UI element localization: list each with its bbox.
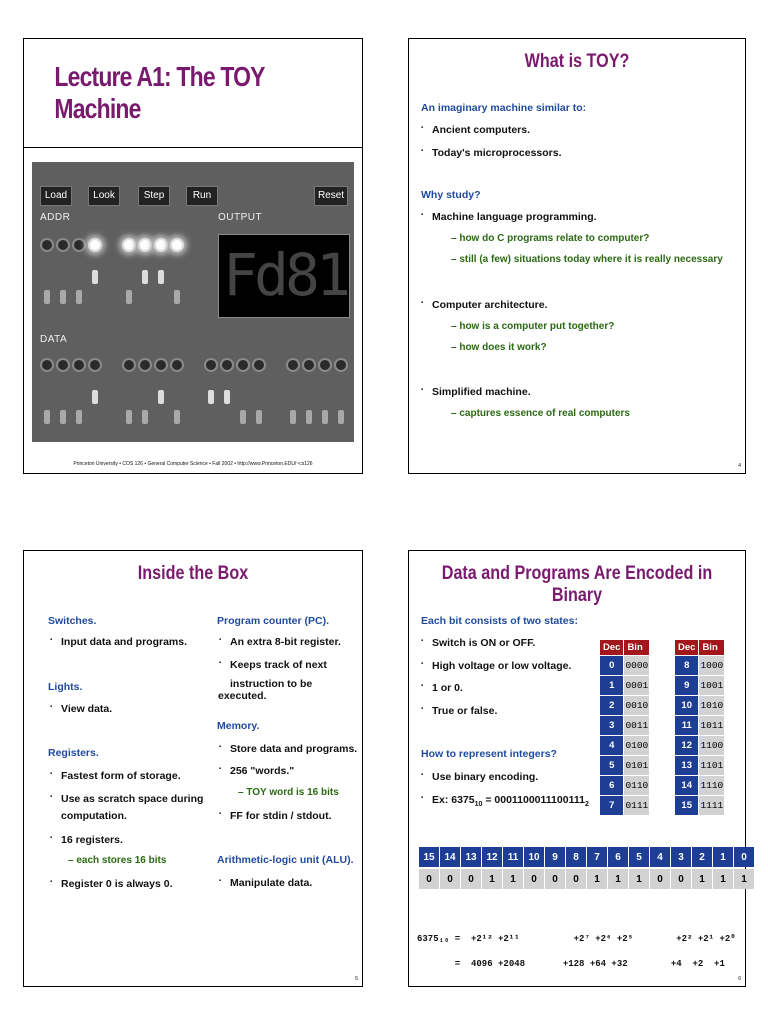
sub-bullet: – how does it work?: [451, 342, 547, 353]
bin-cell: 1110: [699, 776, 725, 796]
dec-cell: 11: [675, 716, 699, 736]
example-binary: = 0001100011100111: [482, 794, 585, 806]
bullet: ▪ 256 "words.": [230, 765, 294, 777]
bit-value-cell: 1: [629, 869, 650, 889]
data-switch[interactable]: [126, 410, 132, 424]
dec-cell: 0: [600, 656, 624, 676]
slide-4: [408, 550, 746, 987]
bullet: ▪ Today's microprocessors.: [432, 147, 562, 159]
data-switch[interactable]: [158, 390, 164, 404]
section-heading: Program counter (PC).: [217, 615, 330, 627]
dec-cell: 1: [600, 676, 624, 696]
bin-cell: 1101: [699, 756, 725, 776]
table-row: [600, 716, 650, 736]
data-led: [236, 358, 250, 372]
data-switch[interactable]: [224, 390, 230, 404]
section-heading: An imaginary machine similar to:: [421, 102, 587, 114]
data-switch[interactable]: [142, 410, 148, 424]
addr-switch[interactable]: [76, 290, 82, 304]
bullet: ▪ Use binary encoding.: [432, 771, 538, 783]
divider: [24, 147, 362, 148]
bullet: ▪ 1 or 0.: [432, 682, 463, 694]
step-button[interactable]: Step: [138, 186, 170, 206]
section-heading: Lights.: [48, 681, 83, 693]
table-header: Bin: [624, 640, 650, 656]
table-row: [675, 656, 725, 676]
bit-value-cell: 0: [461, 869, 482, 889]
data-led: [40, 358, 54, 372]
bullet: ▪ An extra 8-bit register.: [230, 636, 341, 648]
bullet: ▪ Register 0 is always 0.: [61, 878, 172, 890]
table-row: [675, 776, 725, 796]
bin-cell: 1100: [699, 736, 725, 756]
section-heading: Registers.: [48, 747, 99, 759]
example-base: 2: [584, 801, 589, 809]
bin-cell: 1000: [699, 656, 725, 676]
bit-position-cell: 4: [650, 847, 671, 867]
sub-bullet: – how do C programs relate to computer?: [451, 233, 650, 244]
bin-cell: 0011: [624, 716, 650, 736]
bin-cell: 1010: [699, 696, 725, 716]
section-heading: Arithmetic-logic unit (ALU).: [217, 854, 354, 866]
table-row: [675, 756, 725, 776]
bin-cell: 0000: [624, 656, 650, 676]
output-display: [218, 234, 350, 318]
addr-switch[interactable]: [60, 290, 66, 304]
bit-value-cell: 1: [692, 869, 713, 889]
output-digit: d: [254, 241, 289, 309]
sub-bullet: – each stores 16 bits: [68, 855, 167, 866]
table-row: [675, 716, 725, 736]
bit-value-cell: 1: [482, 869, 503, 889]
bit-value-cell: 1: [713, 869, 734, 889]
dec-cell: 15: [675, 796, 699, 816]
bullet: ▪ Manipulate data.: [230, 877, 312, 889]
bullet: ▪ Use as scratch space during: [61, 793, 203, 805]
data-switch[interactable]: [338, 410, 344, 424]
bit-position-cell: 7: [587, 847, 608, 867]
table-row: [600, 776, 650, 796]
slide-1-title: Lecture A1: The TOY Machine: [54, 61, 265, 124]
bullet: ▪ View data.: [61, 703, 112, 715]
bin-cell: 0110: [624, 776, 650, 796]
bit-position-cell: 5: [629, 847, 650, 867]
bit-position-cell: 8: [566, 847, 587, 867]
table-header: Bin: [699, 640, 725, 656]
bullet: ▪ Keeps track of next: [230, 659, 327, 671]
bin-cell: 0100: [624, 736, 650, 756]
toy-front-panel: [32, 162, 354, 442]
table-row: [600, 756, 650, 776]
bullet: ▪ Fastest form of storage.: [61, 770, 181, 782]
addr-led: [40, 238, 54, 252]
dec-cell: 6: [600, 776, 624, 796]
table-row: [600, 796, 650, 816]
example-bullet: [432, 794, 589, 808]
bit-value-cell: 1: [503, 869, 524, 889]
table-row: [600, 696, 650, 716]
section-heading: Why study?: [421, 189, 481, 201]
output-digit: 1: [316, 241, 351, 309]
bullet: ▪ True or false.: [432, 705, 497, 717]
bit-value-cell: 0: [566, 869, 587, 889]
bullet: ▪ Switch is ON or OFF.: [432, 637, 535, 649]
slide-2-title: What is TOY?: [524, 51, 630, 72]
run-button[interactable]: Run: [186, 186, 218, 206]
bin-cell: 0101: [624, 756, 650, 776]
dec-cell: 8: [675, 656, 699, 676]
output-label: OUTPUT: [218, 212, 263, 223]
table-row: [675, 676, 725, 696]
data-switch[interactable]: [240, 410, 246, 424]
section-heading: Memory.: [217, 720, 260, 732]
bit-position-cell: 10: [524, 847, 545, 867]
equation-line: 6375₁₀ = +2¹² +2¹¹ +2⁷ +2⁶ +2⁵ +2² +2¹ +2⁰: [417, 934, 736, 944]
bit-value-cell: 0: [440, 869, 461, 889]
table-header: Dec: [675, 640, 699, 656]
bit-position-cell: 1: [713, 847, 734, 867]
bullet-continuation: [61, 810, 139, 822]
slide-3-title: Inside the Box: [137, 563, 249, 584]
data-led: [252, 358, 266, 372]
bit-value-cell: 1: [608, 869, 629, 889]
slide-2: [408, 38, 746, 474]
data-led: [220, 358, 234, 372]
bullet: ▪ Machine language programming.: [432, 211, 597, 223]
load-button[interactable]: Load: [40, 186, 72, 206]
bit-value-cell: 0: [419, 869, 440, 889]
data-led: [334, 358, 348, 372]
bit-value-cell: 0: [671, 869, 692, 889]
page-number: 5: [355, 976, 358, 982]
data-led: [154, 358, 168, 372]
data-led: [56, 358, 70, 372]
addr-led: [154, 238, 168, 252]
data-switch[interactable]: [322, 410, 328, 424]
addr-led: [122, 238, 136, 252]
dec-cell: 2: [600, 696, 624, 716]
sub-bullet: – TOY word is 16 bits: [238, 787, 339, 798]
dec-cell: 13: [675, 756, 699, 776]
slide-4-title: Data and Programs Are Encoded in Binary: [441, 563, 713, 606]
bit-position-row: [419, 847, 755, 867]
bullet: ▪ 16 registers.: [61, 834, 123, 846]
bullet-continuation: [218, 678, 362, 702]
data-switch[interactable]: [174, 410, 180, 424]
bit-position-cell: 9: [545, 847, 566, 867]
data-led: [88, 358, 102, 372]
bin-cell: 1011: [699, 716, 725, 736]
bin-cell: 0001: [624, 676, 650, 696]
addr-switch[interactable]: [158, 270, 164, 284]
data-switch[interactable]: [76, 410, 82, 424]
look-button[interactable]: Look: [88, 186, 120, 206]
bit-position-cell: 11: [503, 847, 524, 867]
data-led: [122, 358, 136, 372]
dec-cell: 4: [600, 736, 624, 756]
data-switch[interactable]: [60, 410, 66, 424]
data-switch[interactable]: [44, 410, 50, 424]
addr-switch[interactable]: [142, 270, 148, 284]
bullet-text: computation.: [49, 810, 127, 822]
bin-cell: 0111: [624, 796, 650, 816]
bit-position-cell: 13: [461, 847, 482, 867]
slide-1: [23, 38, 363, 474]
dec-cell: 9: [675, 676, 699, 696]
dec-cell: 5: [600, 756, 624, 776]
table-row: [675, 736, 725, 756]
table-row: [600, 736, 650, 756]
dec-bin-table-right: [674, 639, 725, 816]
bin-cell: 0010: [624, 696, 650, 716]
bullet: ▪ Store data and programs.: [230, 743, 357, 755]
bit-position-cell: 14: [440, 847, 461, 867]
equation-line: = 4096 +2048 +128 +64 +32 +4 +2 +1: [417, 959, 725, 969]
sub-bullet: – how is a computer put together?: [451, 321, 615, 332]
data-switch[interactable]: [92, 390, 98, 404]
dec-cell: 7: [600, 796, 624, 816]
bullet: ▪ Ancient computers.: [432, 124, 530, 136]
addr-led: [72, 238, 86, 252]
bit-value-row: [419, 869, 755, 889]
table-row: [675, 696, 725, 716]
data-led: [286, 358, 300, 372]
sub-bullet: – still (a few) situations today where it is really necessary: [451, 254, 723, 265]
page-number: 4: [738, 463, 741, 469]
addr-switch[interactable]: [92, 270, 98, 284]
bit-position-cell: 15: [419, 847, 440, 867]
page-number: 6: [738, 976, 741, 982]
bit-position-cell: 2: [692, 847, 713, 867]
bullet: ▪ Computer architecture.: [432, 299, 548, 311]
bit-value-cell: 1: [587, 869, 608, 889]
bit-value-cell: 0: [524, 869, 545, 889]
data-led: [302, 358, 316, 372]
bullet: ▪ Simplified machine.: [432, 386, 531, 398]
data-label: DATA: [40, 334, 68, 345]
data-led: [318, 358, 332, 372]
table-row: [600, 656, 650, 676]
bit-value-cell: 1: [734, 869, 755, 889]
output-digit: 8: [285, 241, 320, 309]
data-switch[interactable]: [256, 410, 262, 424]
bin-cell: 1111: [699, 796, 725, 816]
dec-cell: 3: [600, 716, 624, 736]
dec-cell: 14: [675, 776, 699, 796]
addr-switch[interactable]: [174, 290, 180, 304]
addr-led: [88, 238, 102, 252]
dec-cell: 10: [675, 696, 699, 716]
output-digit: F: [223, 241, 258, 309]
bit-position-cell: 6: [608, 847, 629, 867]
addr-led: [138, 238, 152, 252]
bit-value-cell: 0: [545, 869, 566, 889]
data-switch[interactable]: [208, 390, 214, 404]
addr-led: [170, 238, 184, 252]
data-switch[interactable]: [306, 410, 312, 424]
addr-switch[interactable]: [126, 290, 132, 304]
data-switch[interactable]: [290, 410, 296, 424]
addr-label: ADDR: [40, 212, 71, 223]
table-row: [675, 796, 725, 816]
bullet-text: instruction to be executed.: [218, 678, 313, 702]
slide-footer: Princeton University • COS 126 • General Computer Science • Fall 2002 • http://www.Princeton.EDU/~cs126: [73, 461, 313, 467]
table-row: [600, 676, 650, 696]
bit-position-cell: 0: [734, 847, 755, 867]
bullet: ▪ FF for stdin / stdout.: [230, 810, 331, 822]
data-led: [204, 358, 218, 372]
section-heading: How to represent integers?: [421, 748, 557, 760]
dec-bin-table-left: [599, 639, 650, 816]
dec-cell: 12: [675, 736, 699, 756]
data-led: [72, 358, 86, 372]
data-led: [138, 358, 152, 372]
table-header: Dec: [600, 640, 624, 656]
bin-cell: 1001: [699, 676, 725, 696]
example-prefix: Ex: 6375: [432, 794, 475, 806]
reset-button[interactable]: Reset: [314, 186, 348, 206]
bit-position-cell: 12: [482, 847, 503, 867]
section-heading: Switches.: [48, 615, 97, 627]
bullet: ▪ Input data and programs.: [61, 636, 187, 648]
data-led: [170, 358, 184, 372]
sub-bullet: – captures essence of real computers: [451, 408, 630, 419]
bullet: ▪ High voltage or low voltage.: [432, 660, 571, 672]
bit-position-cell: 3: [671, 847, 692, 867]
addr-switch[interactable]: [44, 290, 50, 304]
slide-3: [23, 550, 363, 987]
bit-value-cell: 0: [650, 869, 671, 889]
example-base: 10: [474, 801, 483, 809]
addr-led: [56, 238, 70, 252]
section-heading: Each bit consists of two states:: [421, 615, 578, 627]
